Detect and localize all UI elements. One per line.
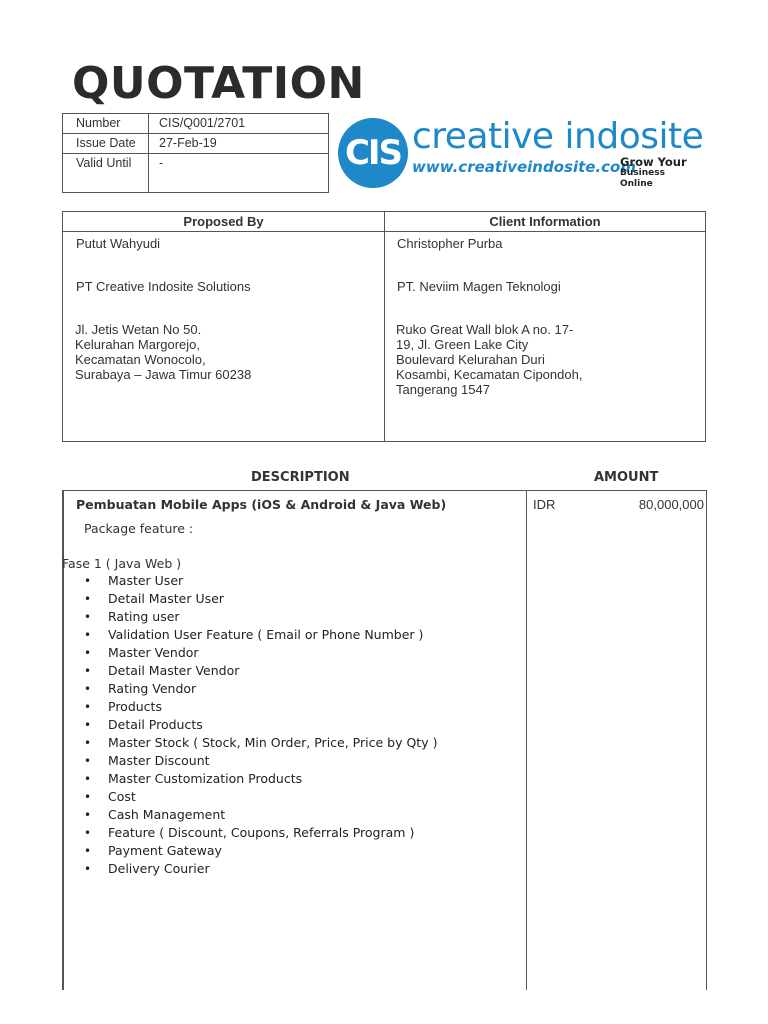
- bullet-icon: •: [84, 610, 92, 624]
- feature-text: Master Stock ( Stock, Min Order, Price, Price by Qty ): [108, 735, 438, 750]
- proposed-by-column: [63, 212, 384, 441]
- amount-header: AMOUNT: [594, 470, 659, 485]
- proposer-company: PT Creative Indosite Solutions: [76, 279, 251, 294]
- list-item: [84, 644, 437, 662]
- list-item: [84, 572, 437, 590]
- bullet-icon: •: [84, 646, 92, 660]
- bullet-icon: •: [84, 844, 92, 858]
- list-item: [84, 626, 437, 644]
- list-item: [84, 752, 437, 770]
- package-feature-label: Package feature :: [84, 521, 194, 536]
- bullet-icon: •: [84, 682, 92, 696]
- logo-tagline-line2: Business Online: [620, 168, 665, 189]
- currency-label: IDR: [533, 497, 556, 512]
- bullet-icon: •: [84, 664, 92, 678]
- list-item: [84, 806, 437, 824]
- feature-text: Detail Products: [108, 717, 203, 732]
- document-title: QUOTATION: [72, 58, 365, 109]
- client-address: Ruko Great Wall blok A no. 17- 19, Jl. Green Lake City Boulevard Kelurahan Duri Kosambi, Kecamatan Cipondoh, Tangerang 1547: [396, 322, 583, 397]
- list-item: [84, 770, 437, 788]
- logo-mark-icon: CIS: [338, 118, 408, 188]
- feature-text: Detail Master Vendor: [108, 663, 240, 678]
- valid-until-row: [63, 154, 328, 192]
- valid-until-value: -: [159, 156, 164, 170]
- amount-column-divider: [526, 490, 527, 990]
- number-value: CIS/Q001/2701: [159, 116, 246, 130]
- description-header: DESCRIPTION: [251, 470, 350, 485]
- bullet-icon: •: [84, 862, 92, 876]
- bullet-icon: •: [84, 754, 92, 768]
- logo-url: www.creativeindosite.com: [412, 158, 636, 176]
- client-info-column: [384, 212, 705, 441]
- list-item: [84, 608, 437, 626]
- feature-text: Cost: [108, 789, 136, 804]
- feature-text: Master User: [108, 573, 184, 588]
- list-item: [84, 716, 437, 734]
- logo-tagline: [620, 157, 698, 190]
- feature-text: Cash Management: [108, 807, 226, 822]
- company-logo: [338, 116, 704, 190]
- feature-text: Feature ( Discount, Coupons, Referrals Program ): [108, 825, 415, 840]
- feature-text: Master Vendor: [108, 645, 199, 660]
- bullet-icon: •: [84, 736, 92, 750]
- client-company: PT. Neviim Magen Teknologi: [397, 279, 561, 294]
- client-name: Christopher Purba: [397, 236, 503, 251]
- feature-text: Rating Vendor: [108, 681, 197, 696]
- issue-date-label: Issue Date: [63, 134, 149, 153]
- bullet-icon: •: [84, 790, 92, 804]
- quotation-meta-table: [62, 113, 329, 193]
- bullet-icon: •: [84, 826, 92, 840]
- bullet-icon: •: [84, 592, 92, 606]
- proposer-name: Putut Wahyudi: [76, 236, 161, 251]
- feature-text: Rating user: [108, 609, 180, 624]
- bullet-icon: •: [84, 700, 92, 714]
- list-item: [84, 734, 437, 752]
- bullet-icon: •: [84, 574, 92, 588]
- list-item: [84, 824, 437, 842]
- list-item: [84, 590, 437, 608]
- valid-until-label: Valid Until: [63, 154, 149, 192]
- client-info-header: Client Information: [385, 212, 705, 232]
- list-item: [84, 680, 437, 698]
- proposed-by-header: Proposed By: [63, 212, 384, 232]
- phase-label: Fase 1 ( Java Web ): [62, 556, 182, 571]
- list-item: [84, 842, 437, 860]
- issue-date-row: [63, 134, 328, 154]
- feature-text: Master Customization Products: [108, 771, 303, 786]
- feature-text: Validation User Feature ( Email or Phone Number ): [108, 627, 424, 642]
- feature-text: Payment Gateway: [108, 843, 222, 858]
- list-item: [84, 860, 437, 878]
- bullet-icon: •: [84, 628, 92, 642]
- issue-date-value: 27-Feb-19: [159, 136, 217, 150]
- feature-list: [84, 572, 437, 878]
- party-info-table: [62, 211, 706, 442]
- bullet-icon: •: [84, 772, 92, 786]
- list-item: [84, 662, 437, 680]
- logo-tagline-line1: Grow Your: [620, 155, 687, 169]
- logo-wordmark: creative indosite: [412, 116, 704, 157]
- line-item-title: Pembuatan Mobile Apps (iOS & Android & Java Web): [76, 497, 447, 512]
- list-item: [84, 698, 437, 716]
- bullet-icon: •: [84, 718, 92, 732]
- bullet-icon: •: [84, 808, 92, 822]
- number-label: Number: [63, 114, 149, 133]
- feature-text: Delivery Courier: [108, 861, 210, 876]
- feature-text: Master Discount: [108, 753, 210, 768]
- amount-value: 80,000,000: [638, 497, 704, 512]
- number-row: [63, 114, 328, 134]
- feature-text: Products: [108, 699, 162, 714]
- proposer-address: Jl. Jetis Wetan No 50. Kelurahan Margorejo, Kecamatan Wonocolo, Surabaya – Jawa Timur 60238: [75, 322, 252, 382]
- feature-text: Detail Master User: [108, 591, 224, 606]
- list-item: [84, 788, 437, 806]
